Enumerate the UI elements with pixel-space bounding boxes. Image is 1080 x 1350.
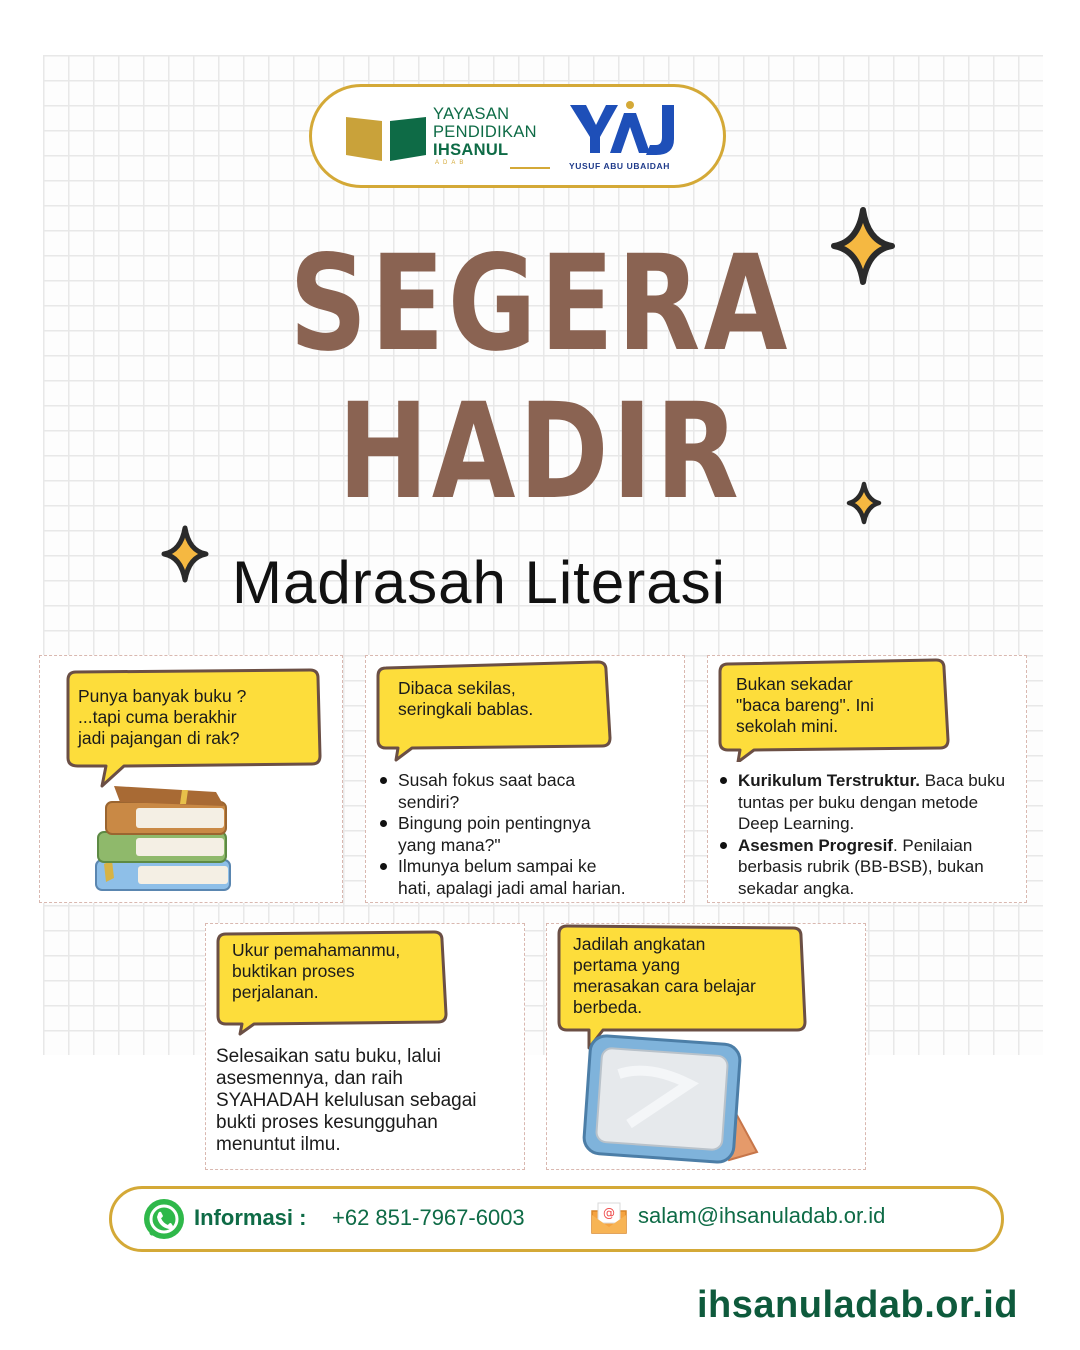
problem-list [376, 770, 682, 899]
info-label: Informasi : [194, 1205, 307, 1230]
feature-list [716, 770, 1028, 899]
sparkle-icon [160, 524, 210, 584]
card-body-text: Selesaikan satu buku, lalui asesmennya, dan raih SYAHADAH kelulusan sebagai bukti proses kesungguhan menuntut ilmu. [216, 1046, 477, 1155]
title-line-1: SEGERA [289, 227, 791, 381]
list-item: Susah fokus saat baca sendiri? [376, 770, 682, 813]
logo-header [309, 84, 726, 188]
title-line-2: HADIR [337, 375, 743, 529]
books-stack-icon [92, 782, 234, 894]
phone-number[interactable]: +62 851-7967-6003 [332, 1205, 525, 1230]
card-3 [707, 655, 1027, 903]
list-item: Kurikulum Terstruktur. Baca buku tuntas per buku dengan metode Deep Learning. [716, 770, 1028, 835]
bubble-text: Bukan sekadar "baca bareng". Ini sekolah mini. [736, 674, 874, 736]
bubble-text: Jadilah angkatan pertama yang merasakan cara belajar berbeda. [573, 934, 756, 1017]
card-2 [365, 655, 685, 903]
yau-logo-icon [566, 99, 686, 159]
org-name: YAYASAN PENDIDIKAN IHSANUL ADAB [433, 105, 537, 166]
list-item: Asesmen Progresif. Penilaian berbasis rubrik (BB-BSB), bukan sekadar angka. [716, 835, 1028, 900]
mail-icon[interactable] [590, 1201, 628, 1235]
open-book-logo-icon [346, 111, 426, 163]
bubble-text: Dibaca sekilas, seringkali bablas. [398, 678, 534, 719]
bubble-text: Ukur pemahamanmu, buktikan proses perjalanan. [232, 940, 401, 1002]
card-5 [546, 923, 866, 1170]
whatsapp-icon[interactable] [142, 1197, 186, 1241]
website-link[interactable]: ihsanuladab.or.id [697, 1284, 1018, 1326]
tablet-icon [579, 1034, 763, 1166]
list-item: Bingung poin pentingnya yang mana?" [376, 813, 682, 856]
contact-bar [109, 1186, 1004, 1252]
svg-text:@: @ [603, 1206, 615, 1220]
card-1 [39, 655, 343, 903]
org-underline [510, 167, 550, 169]
email-address[interactable]: salam@ihsanuladab.or.id [638, 1203, 886, 1228]
list-item: Ilmunya belum sampai ke hati, apalagi jadi amal harian. [376, 856, 682, 899]
subtitle: Madrasah Literasi [232, 549, 726, 616]
bubble-text: Punya banyak buku ? ...tapi cuma berakhir jadi pajangan di rak? [78, 686, 247, 748]
card-4 [205, 923, 525, 1170]
partner-name: YUSUF ABU UBAIDAH [569, 161, 671, 171]
